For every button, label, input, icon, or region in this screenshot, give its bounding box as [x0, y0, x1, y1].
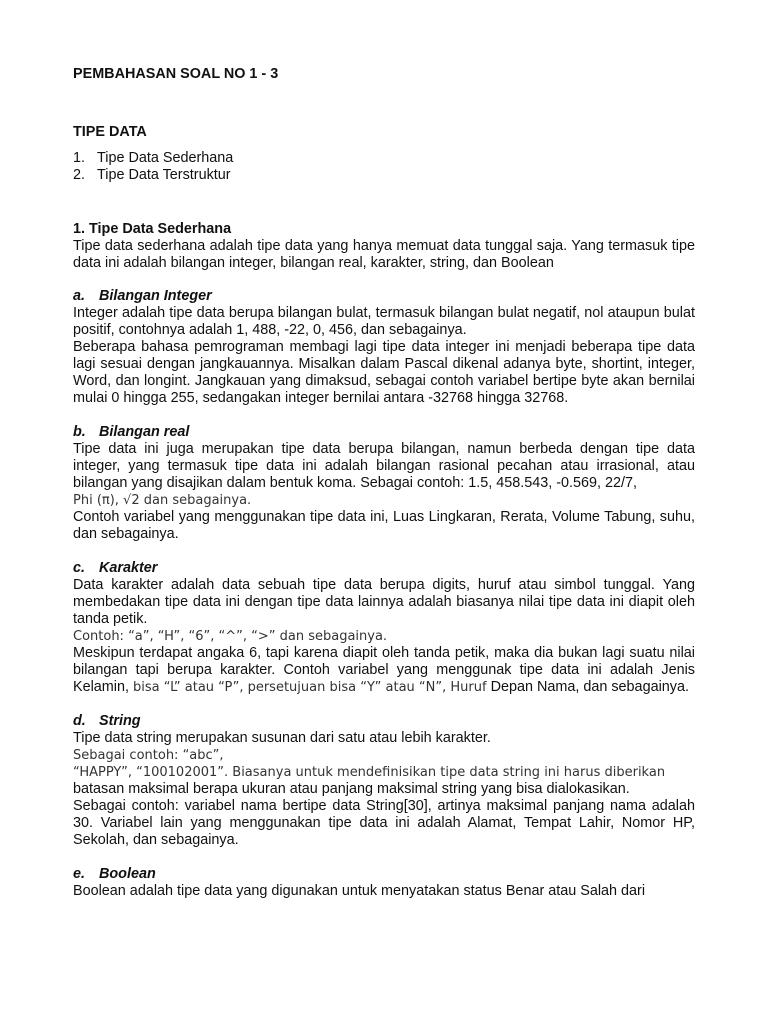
toc-item: 1. Tipe Data Sederhana	[73, 150, 234, 166]
karakter-example: Contoh: “a”, “H”, “6”, “^”, “>” dan sebagainya.	[73, 629, 388, 644]
table-of-contents	[73, 150, 695, 184]
string-example-1: Sebagai contoh: “abc”,	[73, 748, 224, 763]
document-page	[73, 66, 695, 900]
karakter-paragraph-2: Meskipun terdapat angaka 6, tapi karena diapit oleh tanda petik, maka dia bukan lagi suatu nilai bilangan tapi berupa karakter. Contoh variabel yang menggunak tipe data ini adalah Jenis Kelamin, bisa “L” atau “P”, persetujuan bisa “Y” atau “N”, Huruf Depan Nama, dan sebagainya.	[73, 645, 695, 695]
real-paragraph-1: Tipe data ini juga merupakan tipe data berupa bilangan, namun berbeda dengan tipe data integer, yang termasuk tipe data ini adalah bilangan rasional pecahan atau irrasional, atau bilangan yang disajikan dalam bentuk koma. Sebagai contoh: 1.5, 458.543, -0.569, 22/7,	[73, 441, 695, 491]
string-example-2: “HAPPY”, “100102001”. Biasanya untuk mendefinisikan tipe data string ini harus diberikan	[73, 765, 666, 780]
subheading-karakter: c. Karakter	[73, 560, 158, 576]
toc-item: 2. Tipe Data Terstruktur	[73, 167, 231, 183]
integer-paragraph-2: Beberapa bahasa pemrograman membagi lagi tipe data integer ini menjadi beberapa tipe data lagi sesuai dengan jangkauannya. Misalkan dalam Pascal dikenal adanya byte, shortint, integer, Word, dan longint. Jangkauan yang dimaksud, sebagai contoh variabel bertipe byte akan bernilai mulai 0 hingga 255, sedangakan integer bernilai antara -32768 hingga 32768.	[73, 339, 695, 406]
section-heading-tipe-data-sederhana: 1. Tipe Data Sederhana	[73, 221, 232, 237]
document-title: PEMBAHASAN SOAL NO 1 - 3	[73, 66, 279, 82]
tipe-data-heading: TIPE DATA	[73, 124, 147, 140]
integer-paragraph-1: Integer adalah tipe data berupa bilangan bulat, termasuk bilangan bulat negatif, nol ataupun bulat positif, contohnya adalah 1, 488, -22, 0, 456, dan sebagainya.	[73, 305, 695, 338]
real-paragraph-1-tail: Phi (π), √2 dan sebagainya.	[73, 493, 252, 508]
real-paragraph-2: Contoh variabel yang menggunakan tipe data ini, Luas Lingkaran, Rerata, Volume Tabung, suhu, dan sebagainya.	[73, 509, 695, 542]
karakter-paragraph-1: Data karakter adalah data sebuah tipe data berupa digits, huruf atau simbol tunggal. Yang membedakan tipe data ini dengan tipe data lainnya adalah biasanya nilai tipe data ini diapit oleh tanda petik.	[73, 577, 695, 627]
subheading-bilangan-real: b. Bilangan real	[73, 424, 190, 440]
subheading-boolean: e. Boolean	[73, 866, 156, 882]
section-intro: Tipe data sederhana adalah tipe data yang hanya memuat data tunggal saja. Yang termasuk tipe data ini adalah bilangan integer, bilangan real, karakter, string, dan Boolean	[73, 238, 695, 271]
string-paragraph-2: batasan maksimal berapa ukuran atau panjang maksimal string yang bisa dialokasikan.	[73, 781, 630, 797]
subheading-string: d. String	[73, 713, 141, 729]
boolean-paragraph-1: Boolean adalah tipe data yang digunakan untuk menyatakan status Benar atau Salah dari	[73, 883, 646, 899]
subheading-bilangan-integer: a. Bilangan Integer	[73, 288, 212, 304]
string-paragraph-1: Tipe data string merupakan susunan dari satu atau lebih karakter.	[73, 730, 491, 746]
string-paragraph-3: Sebagai contoh: variabel nama bertipe data String[30], artinya maksimal panjang nama adalah 30. Variabel lain yang menggunakan tipe data ini adalah Alamat, Tempat Lahir, Nomor HP, Sekolah, dan sebagainya.	[73, 798, 695, 848]
